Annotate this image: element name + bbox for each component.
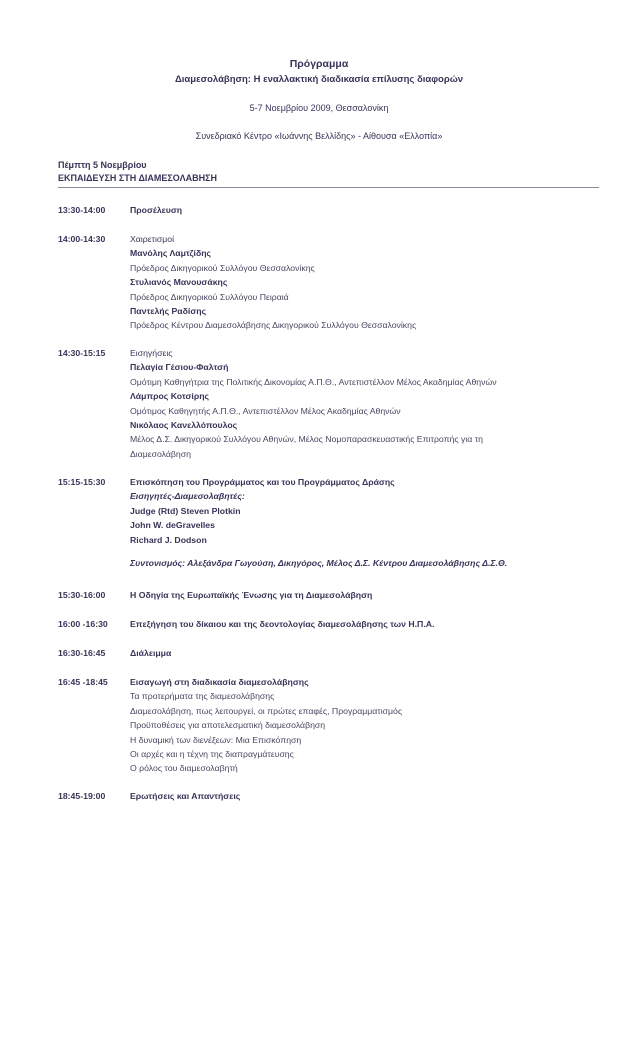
speaker-role: Πρόεδρος Κέντρου Διαμεσολάβησης Δικηγορικού Συλλόγου Θεσσαλονίκης	[130, 320, 417, 331]
speaker-role: Πρόεδρος Δικηγορικού Συλλόγου Πειραιά	[130, 291, 289, 302]
topic-item: Τα προτερήματα της διαμεσολάβησης	[130, 691, 275, 702]
speaker-name: Judge (Rtd) Steven Plotkin	[130, 505, 241, 516]
speaker-name: Νικόλαος Κανελλόπουλος	[130, 420, 238, 431]
slot-title: Προσέλευση	[130, 205, 183, 215]
slot-time: 18:45-19:00	[58, 791, 106, 801]
slot-time: 15:30-16:00	[58, 590, 106, 600]
day-theme: ΕΚΠΑΙΔΕΥΣΗ ΣΤΗ ΔΙΑΜΕΣΟΛΑΒΗΣΗ	[58, 173, 217, 183]
day-date: Πέμπτη 5 Νοεμβρίου	[58, 160, 147, 170]
speaker-name: Μανόλης Λαμτζίδης	[130, 248, 212, 259]
speaker-name: Λάμπρος Κοτσίρης	[130, 391, 210, 402]
topic-item: Διαμεσολάβηση, πως λειτουργεί, οι πρώτες επαφές, Προγραμματισμός	[130, 705, 403, 716]
speaker-role: Μέλος Δ.Σ. Δικηγορικού Συλλόγου Αθηνών, Μέλος Νομοπαρασκευαστικής Επιτροπής για τη	[130, 434, 484, 445]
slot-title: Η Οδηγία της Ευρωπαϊκής Ένωσης για τη Διαμεσολάβηση	[130, 590, 373, 600]
slot-time: 13:30-14:00	[58, 205, 106, 215]
event-venue: Συνεδριακό Κέντρο «Ιωάννης Βελλίδης» - Αίθουσα «Ελλοπία»	[195, 131, 443, 141]
speaker-name: Πελαγία Γέσιου-Φαλτσή	[130, 362, 229, 373]
speaker-role: Πρόεδρος Δικηγορικού Συλλόγου Θεσσαλονίκης	[130, 262, 315, 273]
topic-item: Προϋποθέσεις για αποτελεσματική διαμεσολάβηση	[130, 720, 326, 731]
speaker-role: Διαμεσολάβηση	[130, 448, 191, 459]
topic-item: Η δυναμική των διενέξεων: Μια Επισκόπηση	[130, 734, 302, 745]
speaker-name: Στυλιανός Μανουσάκης	[130, 277, 228, 288]
slot-title: Επεξήγηση του δίκαιου και της δεοντολογίας διαμεσολάβησης των Η.Π.Α.	[130, 619, 435, 629]
coordinator: Συντονισμός: Αλεξάνδρα Γωγούση, Δικηγόρος, Μέλος Δ.Σ. Κέντρου Διαμεσολάβησης Δ.Σ.Θ.	[130, 558, 508, 569]
day-header	[58, 159, 217, 185]
section-divider	[58, 187, 599, 188]
program-title: Πρόγραμμα	[289, 58, 349, 70]
slot-title: Εισηγήσεις	[130, 348, 173, 358]
slot-title: Χαιρετισμοί	[130, 234, 175, 244]
slot-time: 16:00 -16:30	[58, 619, 108, 629]
speakers-label: Εισηγητές-Διαμεσολαβητές:	[130, 491, 245, 502]
event-dates: 5-7 Νοεμβρίου 2009, Θεσσαλονίκη	[249, 103, 389, 113]
slot-time: 16:30-16:45	[58, 648, 106, 658]
speaker-name: John W. deGravelles	[130, 520, 215, 531]
speaker-role: Ομότιμος Καθηγητής Α.Π.Θ., Αντεπιστέλλον Μέλος Ακαδημίας Αθηνών	[130, 405, 401, 416]
topic-item: Οι αρχές και η τέχνη της διαπραγμάτευσης	[130, 749, 294, 760]
program-subtitle: Διαμεσολάβηση: Η εναλλακτική διαδικασία επίλυσης διαφορών	[174, 74, 464, 85]
slot-time: 14:30-15:15	[58, 348, 106, 358]
slot-title: Ερωτήσεις και Απαντήσεις	[130, 791, 241, 801]
slot-title: Επισκόπηση του Προγράμματος και του Προγράμματος Δράσης	[130, 477, 395, 487]
slot-title: Εισαγωγή στη διαδικασία διαμεσολάβησης	[130, 677, 309, 687]
slot-time: 15:15-15:30	[58, 477, 106, 487]
speaker-name: Παντελής Ραδίσης	[130, 306, 207, 317]
topic-item: Ο ρόλος του διαμεσολαβητή	[130, 763, 238, 774]
speaker-name: Richard J. Dodson	[130, 534, 207, 545]
slot-time: 14:00-14:30	[58, 234, 106, 244]
slot-title: Διάλειμμα	[130, 648, 172, 658]
slot-time: 16:45 -18:45	[58, 677, 108, 687]
speaker-role: Ομότιμη Καθηγήτρια της Πολιτικής Δικονομίας Α.Π.Θ., Αντεπιστέλλον Μέλος Ακαδημίας Αθηνών	[130, 376, 497, 387]
